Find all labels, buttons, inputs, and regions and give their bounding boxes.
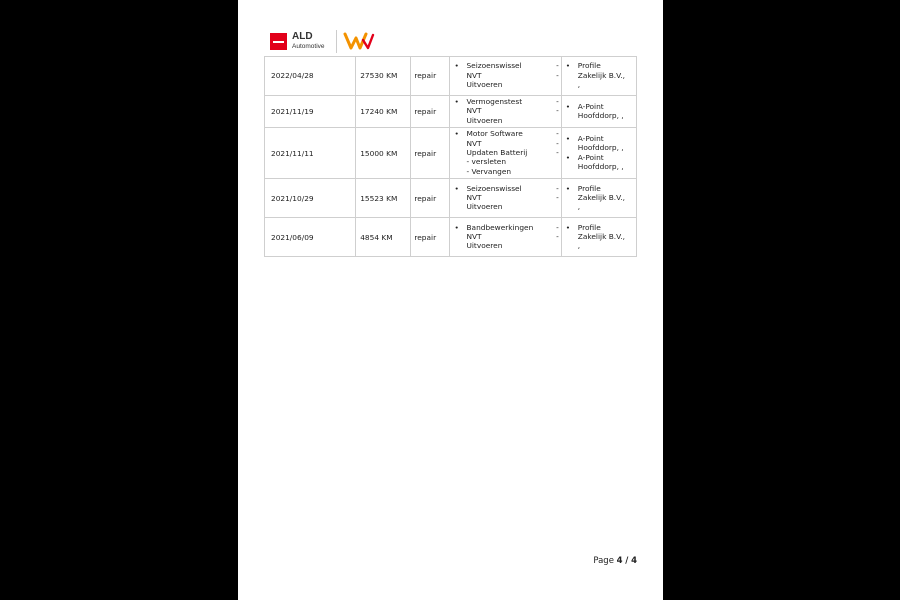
activity-line: NVT	[466, 106, 482, 116]
page-total: 4	[631, 556, 637, 566]
table-row	[265, 179, 637, 218]
activity-dash: -	[556, 129, 559, 139]
activity-name: Bandbewerkingen	[466, 222, 534, 232]
garage-cell	[561, 128, 636, 179]
mileage-cell: 4854 KM	[356, 218, 411, 257]
table-row	[265, 57, 637, 96]
activity-dash: -	[556, 138, 559, 148]
ald-logo-mark	[270, 33, 287, 50]
activity-line: NVT	[466, 193, 482, 203]
garage-line: Hoofddorp, ,	[577, 111, 624, 121]
activity-line: Uitvoeren	[466, 115, 503, 125]
garage-line: Zakelijk B.V.,	[577, 232, 625, 242]
garage-line: A-Point	[577, 101, 604, 111]
garage-cell	[561, 57, 636, 96]
page-label: Page	[593, 556, 614, 566]
garage-line: ,	[577, 80, 581, 90]
mileage-cell: 15523 KM	[356, 179, 411, 218]
document-page	[238, 0, 663, 600]
bullet: •	[565, 101, 571, 111]
garage-line: Hoofddorp, ,	[577, 162, 624, 172]
garage-line: Hoofddorp, ,	[577, 143, 624, 153]
type-cell: repair	[411, 96, 450, 128]
header-logos	[270, 30, 380, 52]
activity-dash: -	[556, 61, 559, 71]
page-separator: /	[625, 556, 629, 566]
activity-dash: -	[556, 183, 559, 193]
bullet: •	[565, 183, 571, 193]
page-current: 4	[616, 556, 623, 566]
activity-line: NVT	[466, 232, 482, 242]
activity-cell	[450, 57, 561, 96]
activity-line: Uitvoeren	[466, 241, 503, 251]
bullet: •	[565, 133, 571, 143]
bullet: •	[454, 61, 459, 71]
activity-cell	[450, 218, 561, 257]
activity-line: NVT	[466, 70, 482, 80]
garage-line: A-Point	[577, 152, 604, 162]
activity-dash: -	[556, 148, 559, 158]
activity-line: Updaten Batterij	[466, 148, 528, 158]
garage-line: ,	[577, 202, 581, 212]
bullet: •	[565, 61, 571, 71]
date-cell: 2021/11/19	[265, 96, 356, 128]
table-row	[265, 96, 637, 128]
activity-name: Vermogenstest	[466, 97, 523, 106]
garage-line: Profile	[577, 61, 601, 71]
activity-dash: -	[556, 222, 559, 232]
type-cell: repair	[411, 179, 450, 218]
date-cell: 2021/06/09	[265, 218, 356, 257]
bullet: •	[454, 129, 459, 139]
garage-line: Profile	[577, 222, 601, 232]
ald-brand-subtitle: Automotive	[292, 43, 325, 50]
garage-line: Profile	[577, 183, 601, 193]
type-cell: repair	[411, 218, 450, 257]
activity-line: Uitvoeren	[466, 80, 503, 90]
table-row	[265, 218, 637, 257]
type-cell: repair	[411, 57, 450, 96]
garage-cell	[561, 179, 636, 218]
date-cell: 2021/11/11	[265, 128, 356, 179]
bullet: •	[454, 97, 459, 106]
garage-line: ,	[577, 241, 581, 251]
bullet: •	[565, 152, 571, 162]
activity-cell	[450, 96, 561, 128]
activity-dash: -	[556, 193, 559, 203]
table-row	[265, 128, 637, 179]
garage-cell	[561, 96, 636, 128]
activity-line: - versleten	[466, 157, 507, 167]
garage-cell	[561, 218, 636, 257]
w-logo-icon	[343, 31, 375, 51]
activity-cell	[450, 179, 561, 218]
ald-brand-name: ALD	[292, 31, 313, 42]
bullet: •	[454, 222, 459, 232]
mileage-cell: 17240 KM	[356, 96, 411, 128]
activity-dash: -	[556, 232, 559, 242]
activity-cell	[450, 128, 561, 179]
activity-name: Seizoenswissel	[466, 61, 522, 71]
activity-line: Uitvoeren	[466, 202, 503, 212]
garage-line: A-Point	[577, 133, 604, 143]
activity-dash: -	[556, 70, 559, 80]
activity-dash: -	[556, 106, 559, 116]
bullet: •	[454, 183, 459, 193]
date-cell: 2022/04/28	[265, 57, 356, 96]
activity-dash: -	[556, 97, 559, 106]
logo-divider	[336, 30, 337, 53]
garage-line: Zakelijk B.V.,	[577, 193, 625, 203]
activity-name: Seizoenswissel	[466, 183, 522, 193]
garage-line: Zakelijk B.V.,	[577, 70, 625, 80]
mileage-cell: 15000 KM	[356, 128, 411, 179]
maintenance-history-table	[264, 56, 637, 257]
page-number	[593, 556, 637, 566]
activity-line: - Vervangen	[466, 166, 512, 176]
bullet: •	[565, 222, 571, 232]
activity-name: Motor Software	[466, 129, 523, 139]
mileage-cell: 27530 KM	[356, 57, 411, 96]
activity-line: NVT	[466, 138, 482, 148]
type-cell: repair	[411, 128, 450, 179]
date-cell: 2021/10/29	[265, 179, 356, 218]
